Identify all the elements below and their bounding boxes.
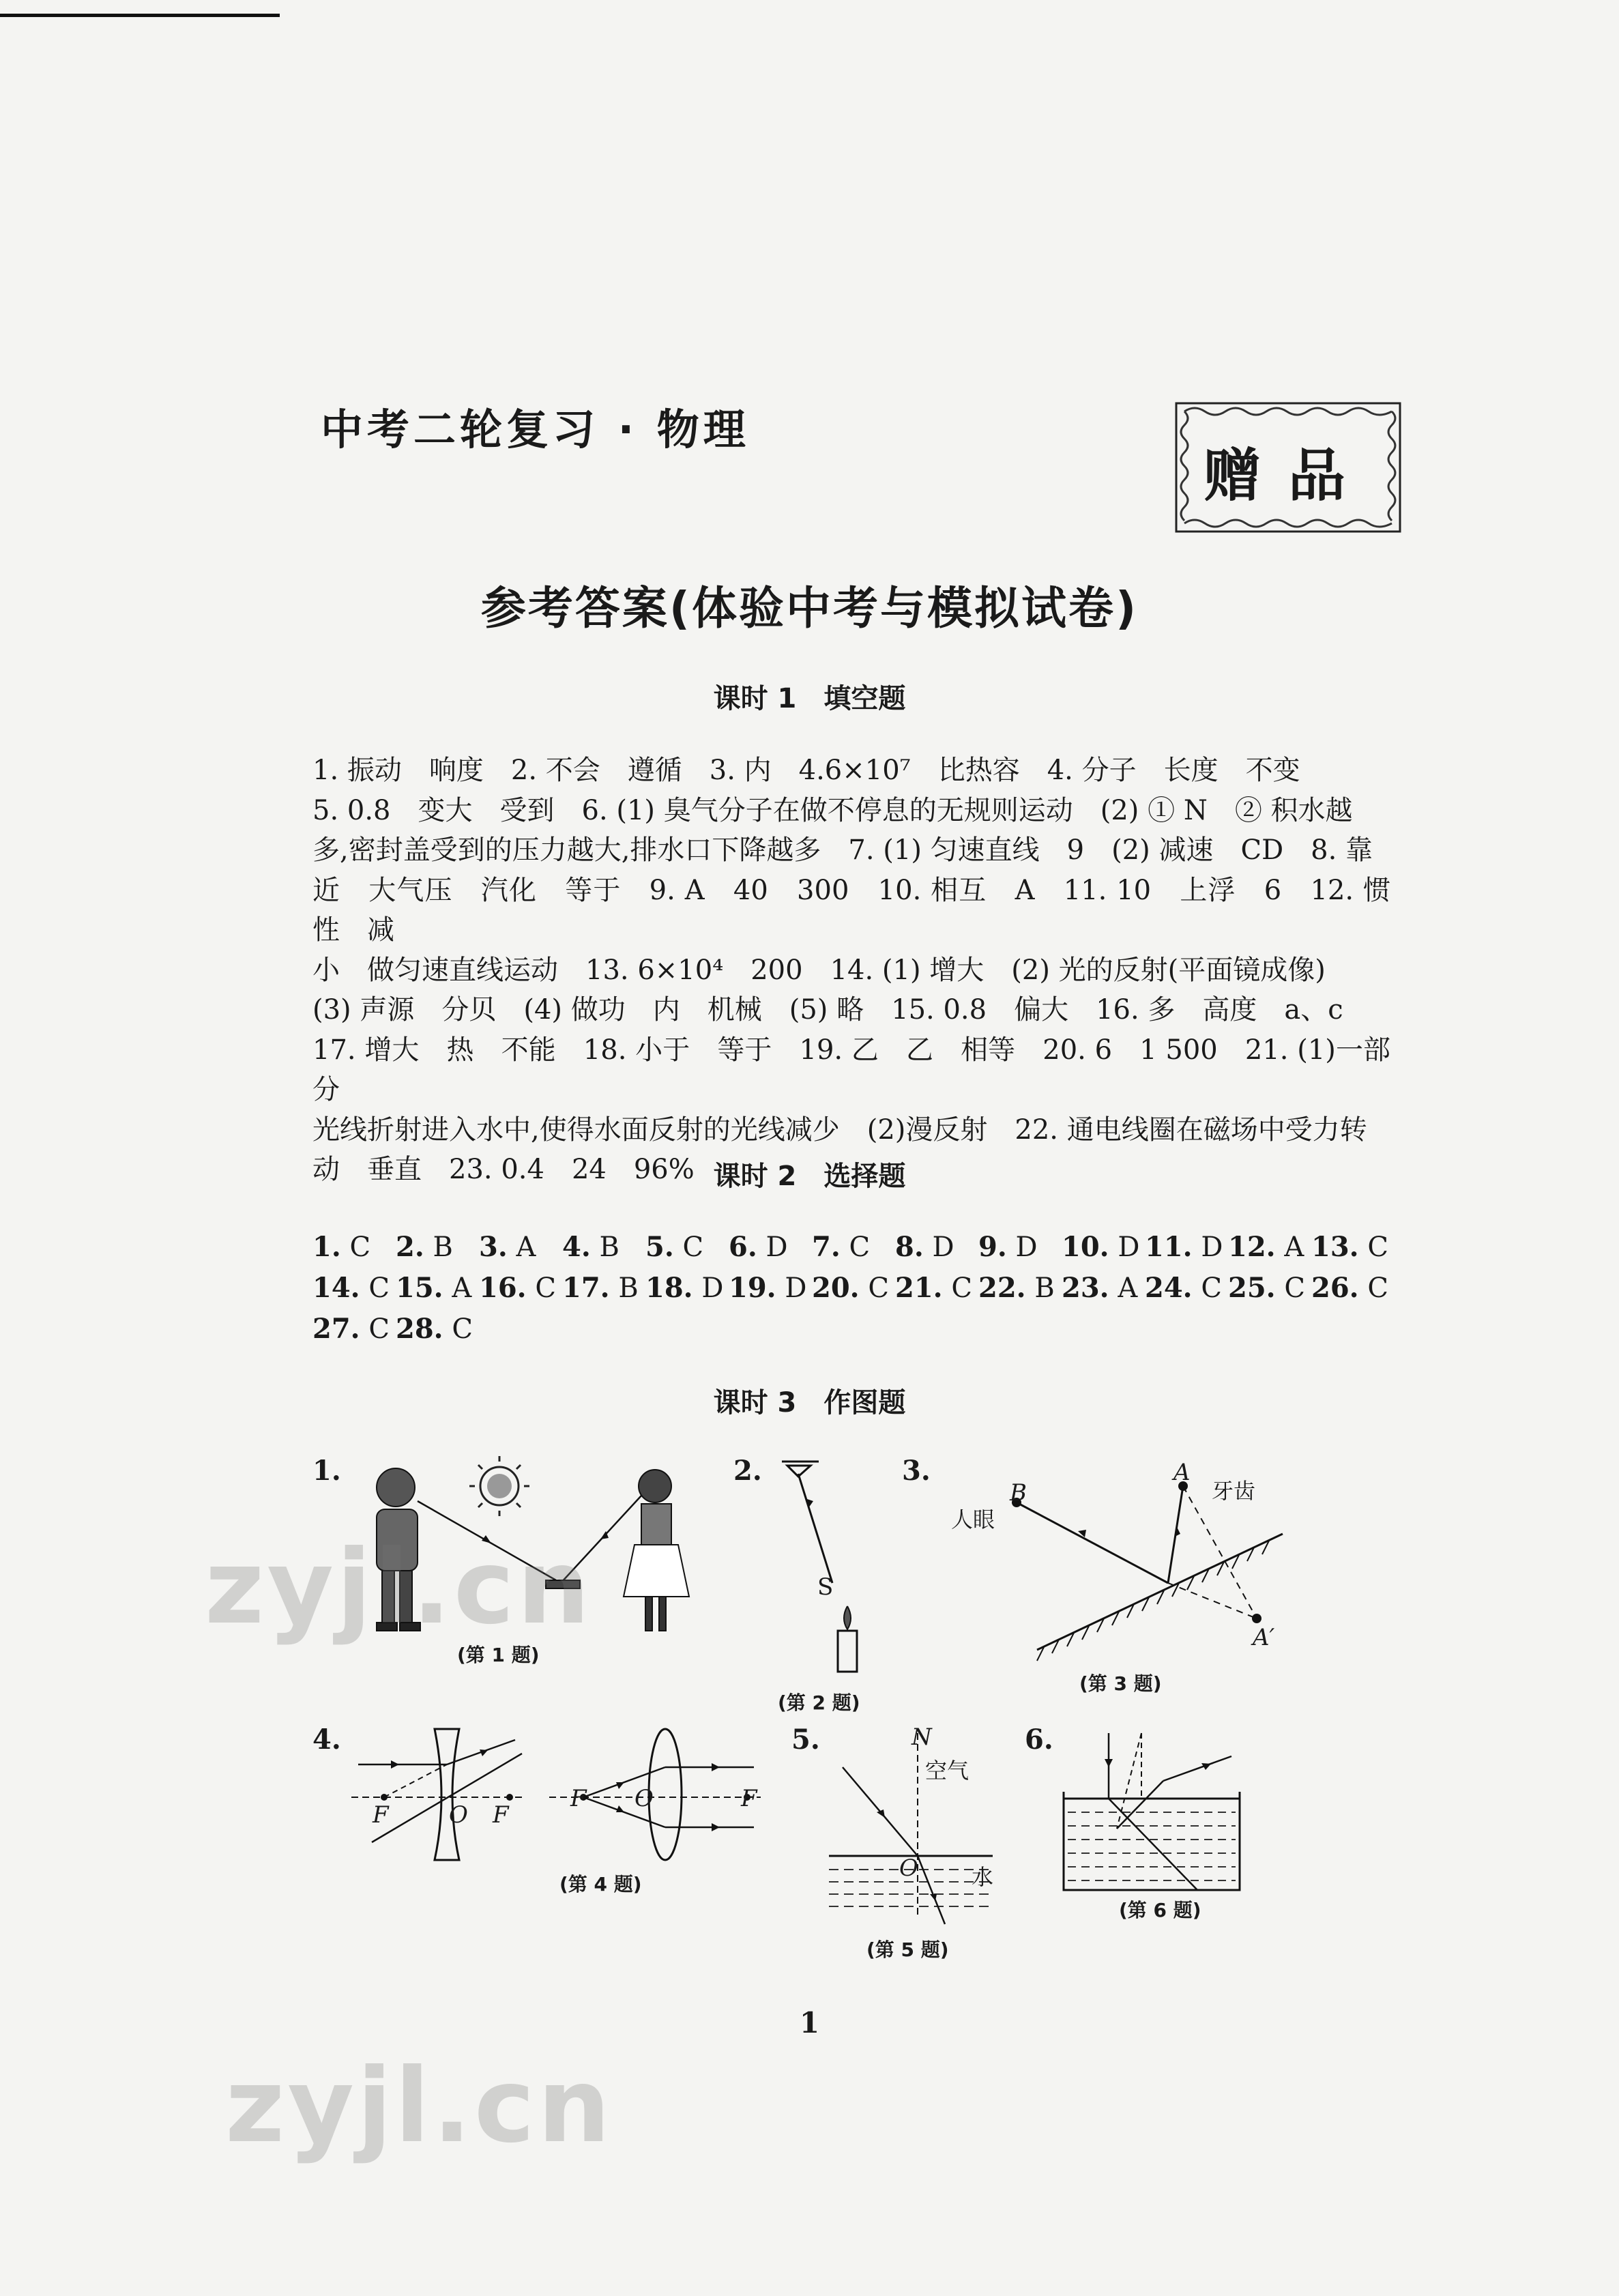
book-title: 中考二轮复习 · 物理 xyxy=(321,405,750,454)
fig5-label-water: 水 xyxy=(972,1864,994,1890)
choice-item: 28. C xyxy=(396,1313,473,1345)
choice-item: 16. C xyxy=(479,1272,556,1304)
fig4-label-f-left: F xyxy=(373,1801,389,1829)
section-title-choice: 课时 2 选择题 xyxy=(713,1161,906,1192)
answer-line: 小 做匀速直线运动 13. 6×10⁴ 200 14. (1) 增大 (2) 光的反射(平面镜成像) xyxy=(312,954,1326,986)
fig4-caption: (第 4 题) xyxy=(559,1873,642,1895)
water-lines xyxy=(1068,1812,1236,1880)
watermark-text: zyjl.cn xyxy=(225,2047,613,2166)
answer-line: 动 垂直 23. 0.4 24 96% xyxy=(312,1154,695,1185)
sun-icon xyxy=(469,1456,529,1516)
answer-line: 光线折射进入水中,使得水面反射的光线减少 (2)漫反射 22. 通电线圈在磁场中受力转 xyxy=(312,1114,1367,1146)
choice-item: 4. B xyxy=(562,1231,619,1263)
choice-item: 8. D xyxy=(895,1231,954,1263)
choice-item: 9. D xyxy=(978,1231,1038,1263)
fig3-number: 3. xyxy=(902,1455,931,1487)
choice-item: 6. D xyxy=(729,1231,788,1263)
convex-lens-icon xyxy=(649,1729,682,1860)
fig4-label-f-conv-left: F xyxy=(570,1785,587,1812)
choice-item: 14. C xyxy=(312,1272,390,1304)
candle-icon xyxy=(838,1631,857,1672)
choice-item: 22. B xyxy=(978,1272,1055,1304)
answer-line: 近 大气压 汽化 等于 9. A 40 300 10. 相互 A 11. 10 上浮 6 12. 惯性 减 xyxy=(312,874,1390,946)
choice-item: 11. D xyxy=(1145,1231,1223,1263)
fig2-label-s: S xyxy=(817,1573,834,1601)
choice-item: 7. C xyxy=(812,1231,871,1263)
fig2-diagram xyxy=(778,1453,873,1672)
choice-item: 21. C xyxy=(895,1272,972,1304)
choice-item: 3. A xyxy=(479,1231,536,1263)
girl-figure xyxy=(624,1470,689,1631)
fig4-label-o-left: O xyxy=(449,1801,468,1829)
gift-label: 赠品 xyxy=(1203,441,1373,509)
fig3-label-a: A xyxy=(1173,1459,1191,1486)
fig3-caption: (第 3 题) xyxy=(1079,1672,1162,1695)
mirror-hatching xyxy=(1037,1541,1269,1661)
concave-lens-icon xyxy=(435,1729,459,1860)
answer-line: 1. 振动 响度 2. 不会 遵循 3. 内 4.6×10⁷ 比热容 4. 分子 长度 不变 xyxy=(312,755,1300,786)
section-title-fill-in: 课时 1 填空题 xyxy=(713,683,906,714)
fig5-number: 5. xyxy=(791,1724,820,1756)
choice-item: 5. C xyxy=(645,1231,704,1263)
fig5-label-o: O xyxy=(899,1855,918,1882)
fig3-label-b: B xyxy=(1010,1479,1027,1507)
fig6-number: 6. xyxy=(1025,1724,1053,1756)
top-rule xyxy=(0,14,280,17)
fig4-label-f-conv-right: F xyxy=(741,1785,757,1812)
choice-item: 12. A xyxy=(1228,1231,1304,1263)
fig5-caption: (第 5 题) xyxy=(866,1938,949,1961)
choice-item: 20. C xyxy=(812,1272,889,1304)
answer-line: 17. 增大 热 不能 18. 小于 等于 19. 乙 乙 相等 20. 6 1 500 21. (1)一部分 xyxy=(312,1034,1390,1105)
fig6-container-diagram xyxy=(1061,1726,1252,1897)
choice-item: 13. C xyxy=(1311,1231,1388,1263)
fig1-number: 1. xyxy=(312,1455,341,1487)
section-title-drawing: 课时 3 作图题 xyxy=(713,1387,906,1419)
fig4-label-o-conv: O xyxy=(635,1785,654,1812)
choice-item: 24. C xyxy=(1145,1272,1222,1304)
choice-item: 2. B xyxy=(396,1231,453,1263)
fill-in-answers xyxy=(312,751,1390,1190)
choice-grid xyxy=(312,1227,1404,1350)
answer-line: 多,密封盖受到的压力越大,排水口下降越多 7. (1) 匀速直线 9 (2) 减速 CD 8. 靠 xyxy=(312,834,1373,866)
page-number: 1 xyxy=(799,2006,820,2039)
choice-item: 25. C xyxy=(1228,1272,1305,1304)
choice-item: 26. C xyxy=(1311,1272,1388,1304)
fig4-number: 4. xyxy=(312,1724,341,1756)
fig5-refraction-diagram xyxy=(822,1726,1027,1924)
fig4-label-f-right: F xyxy=(493,1801,509,1829)
choice-item: 1. C xyxy=(312,1231,371,1263)
fig3-label-tooth: 牙齿 xyxy=(1212,1478,1256,1504)
choice-item: 10. D xyxy=(1062,1231,1140,1263)
fig6-caption: (第 6 题) xyxy=(1119,1899,1201,1921)
fig2-caption: (第 2 题) xyxy=(778,1691,860,1714)
choice-answers xyxy=(312,1227,1404,1350)
choice-item: 15. A xyxy=(396,1272,472,1304)
watermark-text: zyjl.cn xyxy=(205,1528,593,1647)
answer-line: (3) 声源 分贝 (4) 做功 内 机械 (5) 略 15. 0.8 偏大 16. 多 高度 a、c xyxy=(312,994,1343,1026)
fig5-label-n: N xyxy=(911,1724,932,1751)
choice-item: 23. A xyxy=(1062,1272,1138,1304)
fig3-label-eye: 人眼 xyxy=(951,1507,995,1532)
choice-item: 19. D xyxy=(729,1272,807,1304)
fig1-caption: (第 1 题) xyxy=(457,1644,540,1666)
choice-item: 18. D xyxy=(645,1272,724,1304)
choice-item: 17. B xyxy=(562,1272,639,1304)
fig2-number: 2. xyxy=(733,1455,762,1487)
answer-line: 5. 0.8 变大 受到 6. (1) 臭气分子在做不停息的无规则运动 (2) ① N ② 积水越 xyxy=(312,794,1353,826)
fig5-label-air: 空气 xyxy=(925,1758,969,1784)
choice-item: 27. C xyxy=(312,1313,390,1345)
fig4-lens-diagram xyxy=(351,1726,774,1863)
main-title: 参考答案(体验中考与模拟试卷) xyxy=(480,582,1139,635)
fig3-label-a-prime: A′ xyxy=(1253,1624,1275,1651)
